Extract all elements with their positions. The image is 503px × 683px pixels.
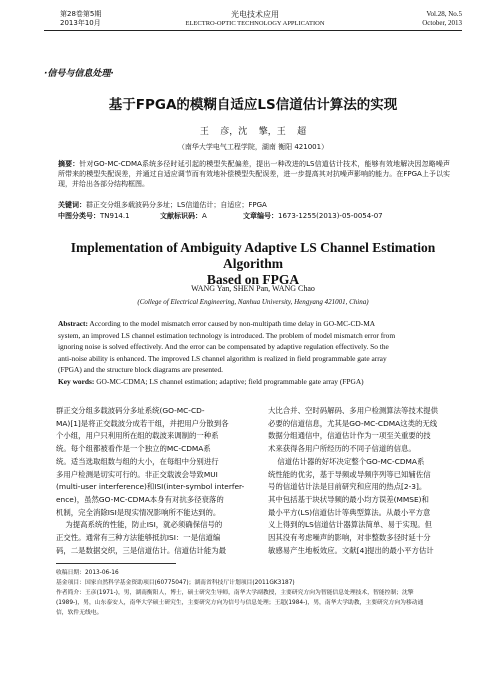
footnote-author-2: (1989-)，男，山东泰安人，南华大学硕士研究生，主要研究方向为信号与信息处理；王超(1984-)，男，南华大学助教，主要研究方向为移动通 xyxy=(56,600,424,606)
header-journal-en: ELECTRO-OPTIC TECHNOLOGY APPLICATION xyxy=(185,20,325,27)
abstract-en-line: Abstract: According to the model mismatch error caused by non-multipath time delay in GO-MC-CD-MA xyxy=(58,319,376,328)
body-right-column xyxy=(268,405,464,557)
footnotes xyxy=(56,568,466,618)
abstract-en-line: (FPGA) and the structure block diagrams are presented. xyxy=(58,365,224,375)
body-line: 个小组，用户只利用所在组的载波来调制的一种系 xyxy=(56,431,219,441)
doc-code xyxy=(160,211,207,221)
body-line: 码，二是数据交织，三是信道估计。信道估计能为最 xyxy=(56,545,226,555)
body-line: 统性能的优劣，基于导频或导频序列等已知辅佐信 xyxy=(268,469,431,479)
article-no-label: 文章编号： xyxy=(243,212,278,220)
footnote-author-1: 作者简介：王彦(1971-)，男，湖南衡阳人，博士，硕士研究生导师，南华大学副教授，主要研究方向为智能信息处理技术，智能控制；沈擎 xyxy=(56,590,414,596)
abstract-en-line: ignoring noise is solved effectively. And the error can be compensated by adaptive regulation effectively. So the xyxy=(58,342,389,352)
clc-label: 中图分类号： xyxy=(58,212,100,220)
header-rule xyxy=(44,30,462,31)
abstract-en-line: anti-noise ability is enhanced. The improved LS channel algorithm is realized in field programmable gate array xyxy=(58,353,387,363)
abstract-en-line: system, an improved LS channel estimation technology is introduced. The problem of model mismatch error from xyxy=(58,330,396,340)
header-journal-cn: 光电技术应用 xyxy=(231,10,279,19)
header-date-en: October, 2013 xyxy=(422,19,462,27)
authors-en: WANG Yan, SHEN Pan, WANG Chao xyxy=(191,284,315,293)
body-line: 为提高系统的性能，防止ISI，就必须确保信号的 xyxy=(56,520,223,530)
body-line: 义上得到的LS信道估计器算法简单、易于实现。但 xyxy=(268,520,433,530)
clc-number xyxy=(58,211,130,221)
body-line: ence)，虽然GO-MC-CDMA本身有对抗多径衰落的 xyxy=(56,494,224,504)
header-date-cn: 2013年10月 xyxy=(60,19,101,27)
footnote-rule xyxy=(56,563,176,564)
affiliation-en: (College of Electrical Engineering, Nanhua University, Hengyang 421001, China) xyxy=(137,298,369,306)
article-no-value: 1673-1255(2013)-05-0054-07 xyxy=(278,212,383,220)
footnote-author-3: 信，软件无线电。 xyxy=(56,610,103,616)
body-line: 敏感易产生地板效应。文献[4]提出的最小平方估计 xyxy=(268,545,434,555)
body-line: 号的信道估计法是目前研究和应用的热点[2-3]。 xyxy=(268,482,427,492)
clc-value: TN914.1 xyxy=(100,212,130,220)
abstract-cn xyxy=(58,159,450,189)
page-title-cn: 基于FPGA的模糊自适应LS信道估计算法的实现 xyxy=(108,97,398,113)
section-tag: ·信号与信息处理· xyxy=(44,69,114,79)
abstract-cn-label: 摘要： xyxy=(58,160,80,168)
title-en-line-1: Implementation of Ambiguity Adaptive LS Channel Estimation Algorithm xyxy=(70,240,436,271)
body-line: (multi-user interference)和ISI(inter-symbol interfer- xyxy=(56,482,245,492)
article-number xyxy=(243,211,383,221)
body-line: 群正交分组多载波码分多址系统(GO-MC-CD- xyxy=(56,406,205,415)
body-line: 其中包括基于块状导频的最小均方误差(MMSE)和 xyxy=(268,494,429,504)
body-line: 因其没有考虑噪声的影响，对非整数多径时延十分 xyxy=(268,533,431,543)
keywords-cn-label: 关键词： xyxy=(58,201,86,209)
body-line: 术来获得各用户所经历的不同子信道的信息。 xyxy=(268,444,416,454)
body-left-column xyxy=(56,405,252,557)
keywords-en xyxy=(58,376,454,388)
authors-cn: 王 彦，沈 擎，王 超 xyxy=(199,127,307,137)
body-line: 数据分组通信中，信道估计作为一项至关重要的技 xyxy=(268,431,431,441)
keywords-en-text: GO-MC-CDMA; LS channel estimation; adaptive; field programmable gate array (FPGA) xyxy=(96,376,364,386)
keywords-en-label: Key words: xyxy=(58,376,95,386)
body-line: 机制，完全消除ISI是现实情况影响所不能达到的。 xyxy=(56,507,221,517)
title-en-line-2: Based on FPGA xyxy=(206,272,300,287)
body-line: 统。适当选取组数与组的大小，在每组中分别进行 xyxy=(56,456,219,466)
doc-code-label: 文献标识码： xyxy=(160,212,202,220)
body-line: MA)[1]是将正交载波分成若干组，并把用户分散到各 xyxy=(56,418,229,428)
body-line: 信道估计器的好坏决定整个GO-MC-CDMA系 xyxy=(268,456,425,466)
body-line: 正交性。通常有三种方法能够抵抗ISI：一是信道编 xyxy=(56,533,221,543)
body-line: 最小平方(LS)信道估计等典型算法。从最小平方意 xyxy=(268,507,431,517)
keywords-cn-text: 群正交分组多载波码分多址；LS信道估计；自适应；FPGA xyxy=(86,201,267,209)
footnote-fund: 基金项目：国家自然科学基金资助项目(60775047)；湖南省科技厅计划项目(2011GK3187) xyxy=(56,580,295,586)
abstract-en xyxy=(58,318,454,388)
header-issue-en: Vol.28, No.5 xyxy=(426,10,462,18)
doc-code-value: A xyxy=(202,212,207,220)
body-line: 大比合并、空时码解码、多用户检测算法等技术提供 xyxy=(268,406,438,415)
abstract-cn-text: 针对GO-MC-CDMA系统多径时延引起的模型失配偏差，提出一种改进的LS信道估计技术，能够有效地解决因忽略噪声所带来的模型失配误差，并通过自适应调节而有效地补偿模型失配误差，进一步提高其对抗噪声影响的能力。在FPGA上予以实现，并给出各部分结构框图。 xyxy=(58,160,450,188)
body-line: 多用户检测是切实可行的。非正交载波会导致MUI xyxy=(56,469,218,479)
abstract-en-label: Abstract: xyxy=(58,319,88,328)
header-issue-cn: 第28卷第5期 xyxy=(60,10,102,18)
keywords-cn xyxy=(58,200,450,210)
body-line: 必要的信道信息，尤其是GO-MC-CDMA这类的无线 xyxy=(268,418,438,428)
body-line: 统。每个组都被看作是一个独立的MC-CDMA系 xyxy=(56,444,211,454)
footnote-received: 收稿日期：2013-06-16 xyxy=(56,570,119,576)
page-title-en xyxy=(44,240,462,288)
affiliation-cn: （南华大学电气工程学院，湖南 衡阳 421001） xyxy=(177,143,329,151)
